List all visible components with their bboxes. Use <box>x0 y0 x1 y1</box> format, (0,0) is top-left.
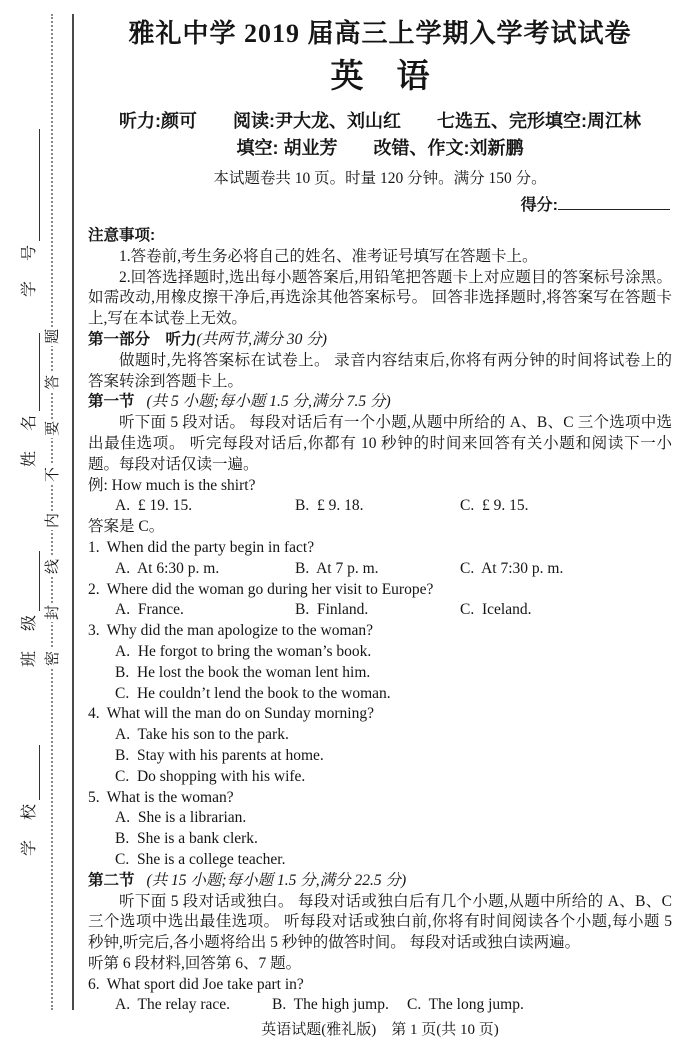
question-3-option-a: A. He forgot to bring the woman’s book. <box>115 642 372 660</box>
field-name-label: 姓 名 <box>21 412 38 467</box>
credits-line-2: 填空: 胡业芳 改错、作文:刘新鹏 <box>236 138 524 158</box>
question-2-option-a: A. France. <box>115 601 184 619</box>
question-6-number: 6. <box>88 975 100 993</box>
question-4-option-a: A. Take his son to the park. <box>115 726 289 744</box>
question-2-number: 2. <box>88 580 100 598</box>
part1-heading-note: (共两节,满分 30 分) <box>196 330 327 348</box>
field-student-number-blank <box>23 129 40 241</box>
section1-heading <box>88 392 672 413</box>
question-2-option-b: B. Finland. <box>295 601 369 619</box>
notice-item-1: 1.答卷前,考生务必将自己的姓名、准考证号填写在答题卡上。 <box>119 247 538 265</box>
field-class <box>16 548 40 667</box>
example-options <box>88 496 672 517</box>
section1-heading-title: 第一节 <box>88 393 135 411</box>
question-2 <box>88 580 672 601</box>
question-5-number: 5. <box>88 788 100 806</box>
question-4-option-c: C. Do shopping with his wife. <box>115 767 306 785</box>
notices-heading: 注意事项: <box>88 227 156 244</box>
field-class-blank <box>23 551 40 611</box>
field-name <box>16 330 40 467</box>
section2-intro: 听下面 5 段对话或独白。 每段对话或独白后有几个小题,从题中所给的 A、B、C 三个选项中选出最佳选项。 听每段对话或独白前,你将有时间阅读各个小题,每小题 5 秒钟,听完后,各小题将给出 5 秒钟的做答时间。 每段对话或独白读两遍。 <box>88 892 672 952</box>
question-1-option-a: A. At 6:30 p. m. <box>115 559 220 577</box>
question-5-option-b: B. She is a bank clerk. <box>115 830 258 848</box>
field-student-number-label: 学 号 <box>21 242 38 297</box>
page-footer: 英语试题(雅礼版) 第 1 页(共 10 页) <box>261 1022 499 1038</box>
example-option-a: A. £ 19. 15. <box>115 497 193 515</box>
question-1-option-b: B. At 7 p. m. <box>295 559 379 577</box>
credits-line-1: 听力:颜可 阅读:尹大龙、刘山红 七选五、完形填空:周江林 <box>119 111 641 131</box>
question-2-text: Where did the woman go during her visit to Europe? <box>106 580 434 598</box>
question-6-options <box>88 995 672 1016</box>
field-student-number <box>16 125 40 297</box>
credits-block <box>88 108 672 162</box>
question-5 <box>88 788 672 809</box>
question-6-option-b: B. The high jump. <box>272 996 389 1014</box>
section2-material-note: 听第 6 段材料,回答第 6、7 题。 <box>88 954 302 972</box>
score-blank <box>558 194 670 210</box>
question-1-option-c: C. At 7:30 p. m. <box>460 559 564 577</box>
question-4-option-b: B. Stay with his parents at home. <box>115 746 324 764</box>
section1-intro: 听下面 5 段对话。 每段对话后有一个小题,从题中所给的 A、B、C 三个选项中选出最佳选项。 听完每段对话后,你都有 10 秒钟的时间来回答有关小题和阅读下一小题。每段对话仅读一遍。 <box>88 414 672 473</box>
field-class-label: 班 级 <box>21 612 38 667</box>
question-4-text: What will the man do on Sunday morning? <box>106 705 374 723</box>
question-1-options <box>88 559 672 580</box>
field-school-label: 学 校 <box>21 801 38 856</box>
question-2-option-c: C. Iceland. <box>460 601 532 619</box>
question-1 <box>88 538 672 559</box>
question-5-option-a: A. She is a librarian. <box>115 809 247 827</box>
seal-warning-text: 密 封 线 内 不 要 答 题 <box>45 328 61 666</box>
paper-content <box>88 0 672 1016</box>
field-school <box>16 742 40 856</box>
example-option-c: C. £ 9. 15. <box>460 497 529 515</box>
notice-item-2: 2.回答选择题时,选出每小题答案后,用铅笔把答题卡上对应题目的答案标号涂黑。 如需改动,用橡皮擦干净后,再选涂其他答案标号。 回答非选择题时,将答案写在答题卡上,写在本试卷上无效。 <box>88 268 672 328</box>
example-prompt: 例: How much is the shirt? <box>88 476 256 494</box>
question-3-option-c: C. He couldn’t lend the book to the woman. <box>115 684 391 702</box>
question-3 <box>88 621 672 642</box>
example-option-b: B. £ 9. 18. <box>295 497 364 515</box>
question-1-number: 1. <box>88 538 100 556</box>
question-6-option-c: C. The long jump. <box>407 996 524 1014</box>
question-4 <box>88 704 672 725</box>
question-1-text: When did the party begin in fact? <box>106 538 315 556</box>
score-line <box>88 194 672 217</box>
paper-title: 雅礼中学 2019 届高三上学期入学考试试卷 <box>128 19 632 48</box>
margin-divider-line <box>72 14 74 1010</box>
paper-info: 本试题卷共 10 页。时量 120 分钟。满分 150 分。 <box>213 170 547 187</box>
section2-heading <box>88 871 672 892</box>
section2-heading-note: (共 15 小题;每小题 1.5 分,满分 22.5 分) <box>146 871 407 889</box>
example-answer: 答案是 C。 <box>88 518 165 536</box>
section1-heading-note: (共 5 小题;每小题 1.5 分,满分 7.5 分) <box>146 393 391 411</box>
part1-heading-title: 第一部分 听力 <box>88 330 197 348</box>
question-4-number: 4. <box>88 705 100 723</box>
question-3-number: 3. <box>88 622 100 640</box>
field-school-blank <box>23 745 40 800</box>
subject-title: 英 语 <box>330 57 430 94</box>
question-3-text: Why did the man apologize to the woman? <box>106 622 374 640</box>
score-label: 得分: <box>520 197 558 214</box>
question-5-text: What is the woman? <box>106 788 234 806</box>
question-2-options <box>88 600 672 621</box>
question-5-option-c: C. She is a college teacher. <box>115 850 286 868</box>
question-6-option-a: A. The relay race. <box>115 996 231 1014</box>
part1-intro: 做题时,先将答案标在试卷上。 录音内容结束后,你将有两分钟的时间将试卷上的答案转涂到答题卡上。 <box>88 351 672 390</box>
question-6 <box>88 975 672 996</box>
question-3-option-b: B. He lost the book the woman lent him. <box>115 663 371 681</box>
section2-heading-title: 第二节 <box>88 871 135 889</box>
part1-heading <box>88 330 672 351</box>
field-name-blank <box>23 333 40 411</box>
question-6-text: What sport did Joe take part in? <box>106 975 304 993</box>
